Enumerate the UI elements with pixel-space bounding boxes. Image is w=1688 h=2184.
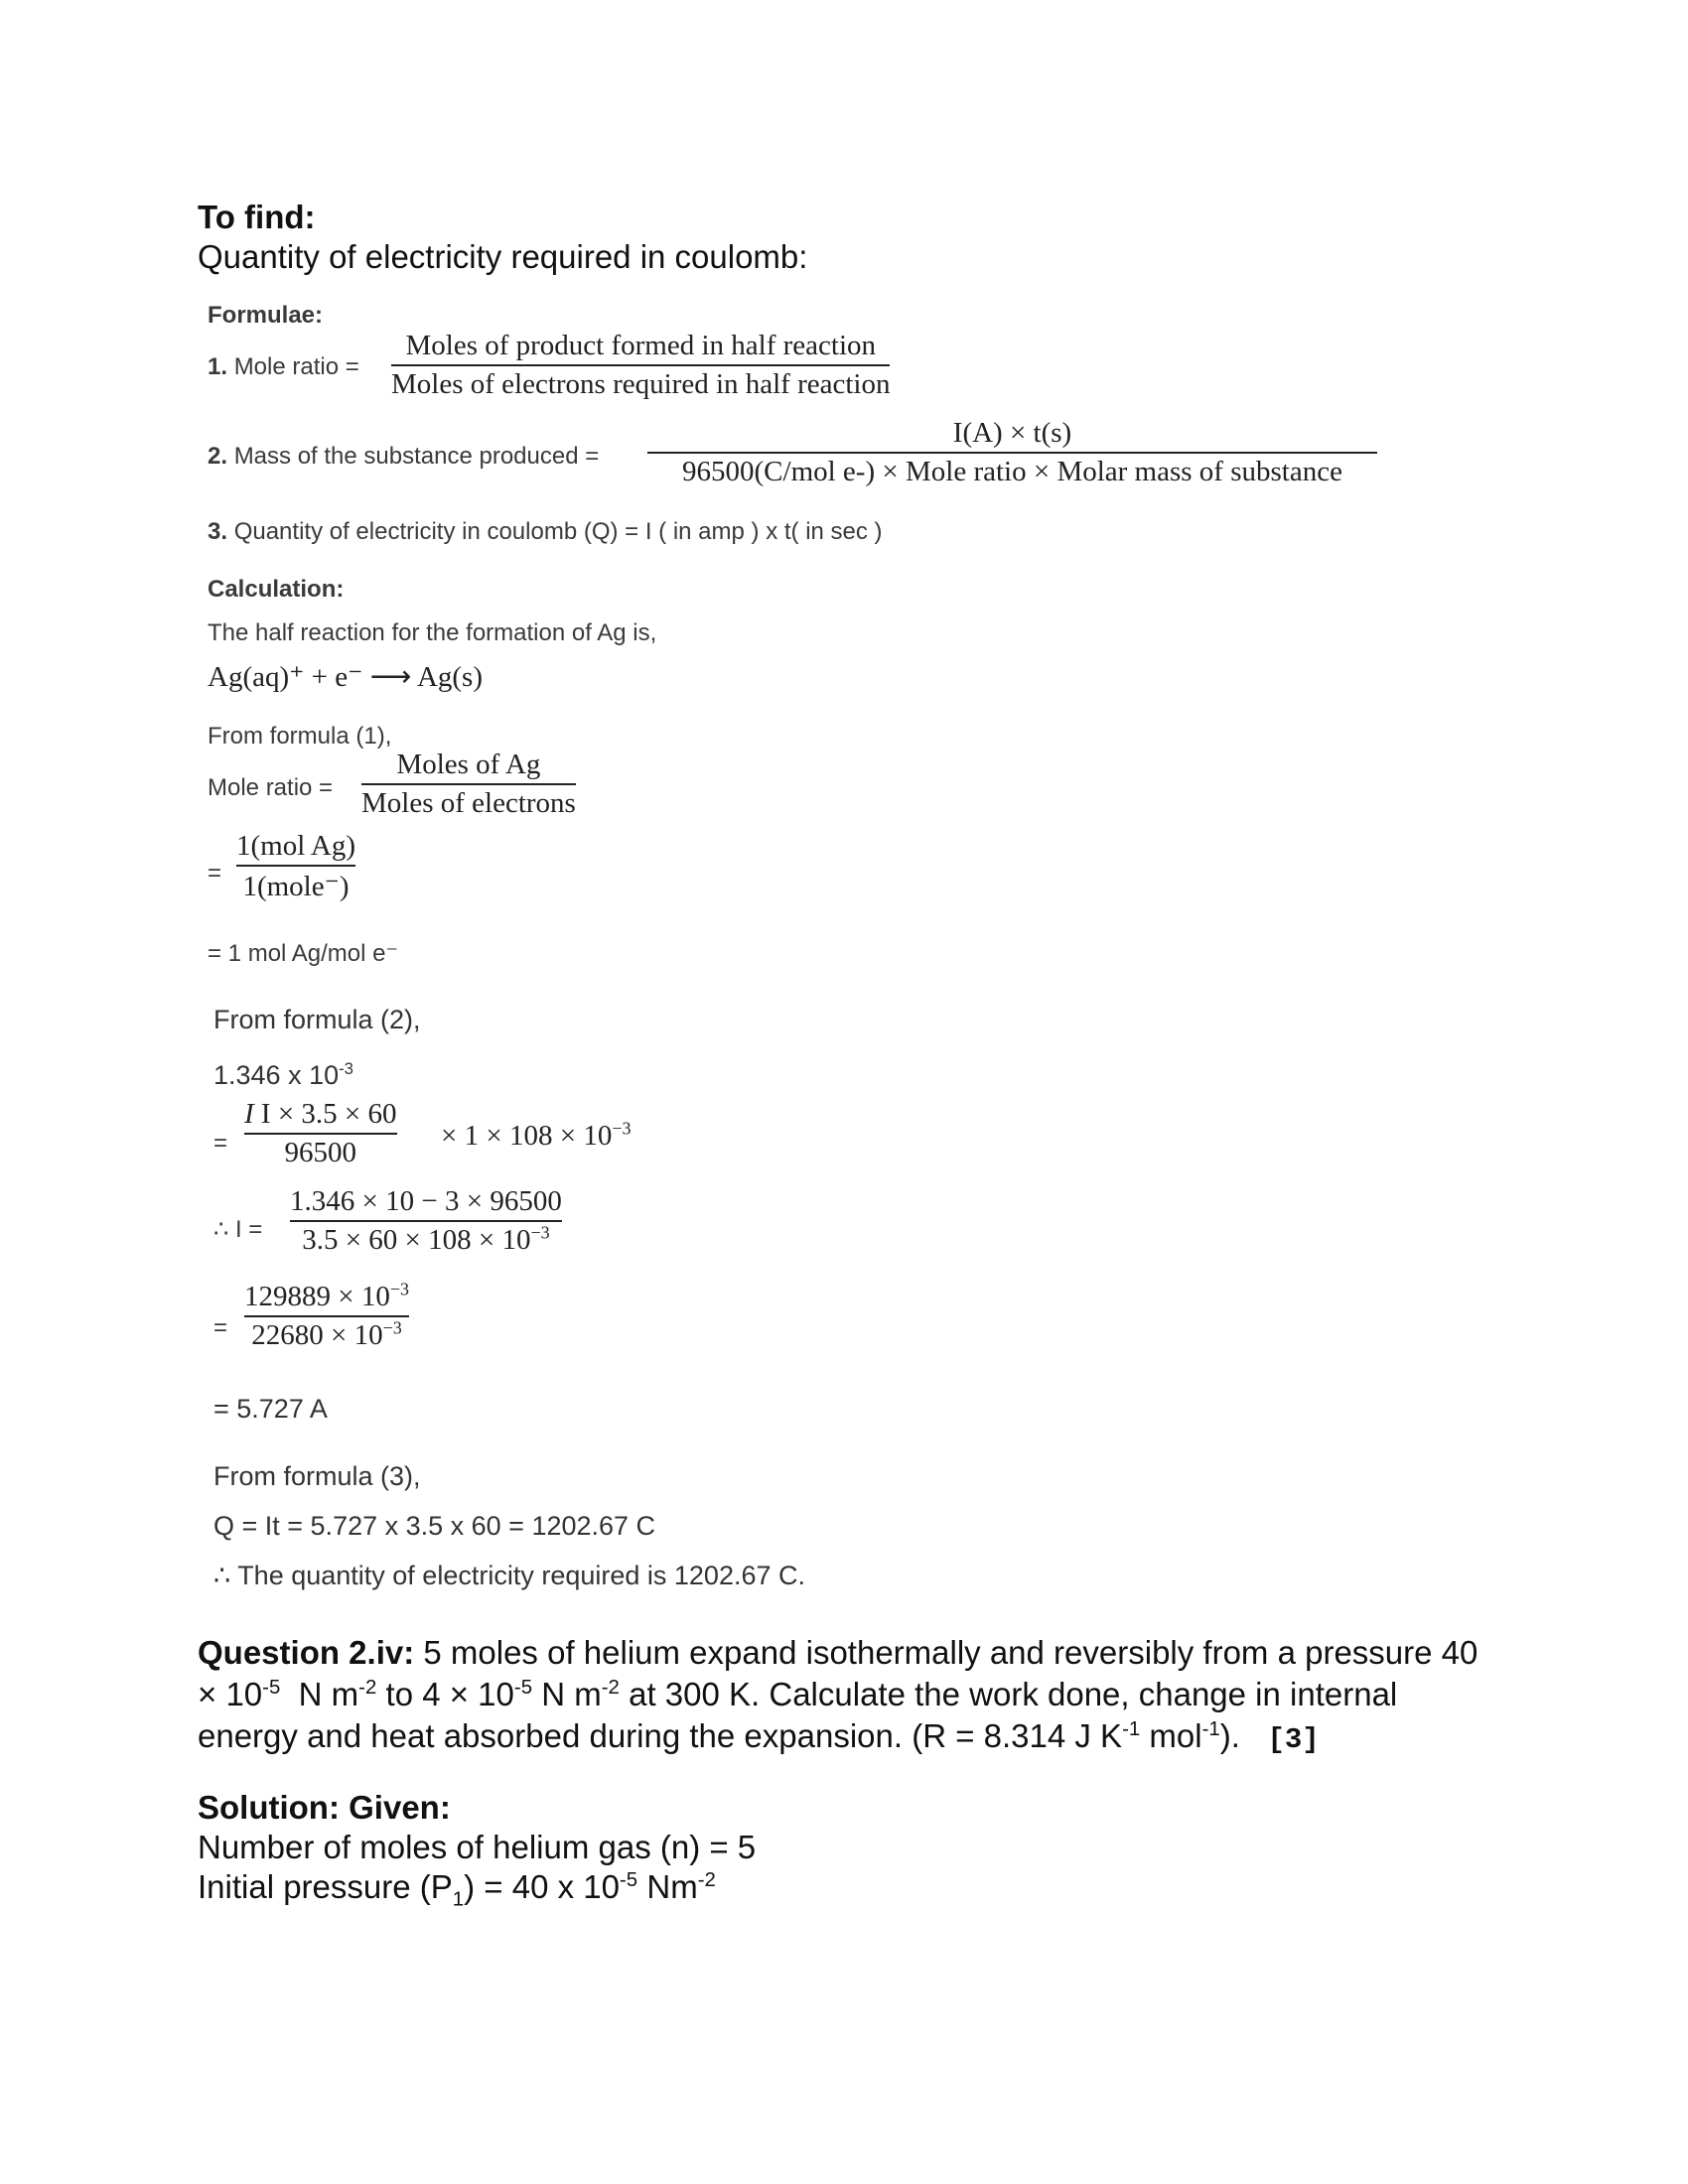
mole-ratio-fraction bbox=[361, 749, 576, 820]
question-line-3: energy and heat absorbed during the expansion. (R = 8.314 J $K^{-1}$ mol$^{-1}$). [3] bbox=[198, 1717, 1320, 1756]
from-formula-3: From formula (3), bbox=[213, 1461, 421, 1491]
initial-pressure-value: ) = 40 x 10 bbox=[464, 1868, 620, 1905]
mass-value-base: 1.346 x 10 bbox=[213, 1060, 340, 1090]
step-1-denominator: 96500 bbox=[284, 1137, 357, 1168]
question-marks: [3] bbox=[1267, 1723, 1320, 1756]
initial-pressure-prefix: Initial pressure (P bbox=[198, 1868, 453, 1905]
formula-2-numerator: I(A) × t(s) bbox=[952, 417, 1072, 449]
mole-ratio-value-denominator: 1(mole⁻) bbox=[242, 871, 350, 902]
step-2-denominator-text: 3.5 × 60 × 108 × 10 bbox=[302, 1224, 531, 1256]
step-3-fraction bbox=[244, 1281, 409, 1352]
step-2-fraction bbox=[290, 1185, 562, 1257]
formula-1-denominator: Moles of electrons required in half reaction bbox=[391, 368, 891, 400]
question-label: Question 2.iv: bbox=[198, 1634, 415, 1671]
current-result: = 5.727 A bbox=[213, 1394, 328, 1424]
formula-1-label-text: Mole ratio = bbox=[233, 353, 359, 380]
mole-ratio-numerator: Moles of Ag bbox=[396, 749, 541, 780]
step-3-numerator bbox=[244, 1281, 409, 1313]
initial-pressure-exponent: -5 bbox=[620, 1868, 638, 1891]
mole-ratio-result: = 1 mol Ag/mol e⁻ bbox=[208, 940, 399, 967]
initial-pressure-unit: Nm bbox=[637, 1868, 698, 1905]
formula-3-text: Quantity of electricity in coulomb (Q) = I ( in amp ) x t( in sec ) bbox=[233, 518, 883, 545]
formula-1-numerator: Moles of product formed in half reaction bbox=[405, 330, 876, 361]
step-1-fraction bbox=[244, 1098, 397, 1169]
formula-1-label: 1. Mole ratio = bbox=[208, 353, 359, 380]
question-text-1: 5 moles of helium expand isothermally and reversibly from a pressure 40 bbox=[414, 1634, 1478, 1671]
calculation-heading: Calculation: bbox=[208, 576, 345, 603]
from-formula-2: From formula (2), bbox=[213, 1005, 421, 1034]
solution-heading: Solution: Given: bbox=[198, 1789, 451, 1826]
mass-value bbox=[213, 1060, 353, 1091]
step-1-tail-exponent: −3 bbox=[612, 1118, 632, 1139]
step-3-numerator-text: 129889 × 10 bbox=[244, 1281, 390, 1312]
formula-2-fraction bbox=[647, 417, 1377, 488]
equals-sign-2: = bbox=[213, 1130, 228, 1157]
formula-1-fraction bbox=[391, 330, 890, 401]
formula-3: 3. Quantity of electricity in coulomb (Q) = I ( in amp ) x t( in sec ) bbox=[208, 518, 883, 545]
question-line-2: × $10^{-5}$ N $m^{-2}$ to $4 \times 10^{-5}$ N $m^{-2}$ at 300 K. Calculate the work done, change in internal bbox=[198, 1676, 1398, 1712]
question-line-1 bbox=[198, 1632, 1477, 1674]
mole-ratio-value-fraction bbox=[236, 830, 355, 903]
mole-ratio-label: Mole ratio = bbox=[208, 774, 334, 801]
initial-pressure-subscript: 1 bbox=[452, 1887, 465, 1911]
step-1-tail-text: × 1 × 108 × 10 bbox=[441, 1120, 613, 1152]
step-2-denominator bbox=[290, 1224, 562, 1257]
step-3-denominator-text: 22680 × 10 bbox=[251, 1319, 383, 1351]
half-reaction-intro: The half reaction for the formation of Ag is, bbox=[208, 619, 657, 646]
formula-2-label-text: Mass of the substance produced = bbox=[233, 443, 600, 470]
step-1-numerator-text: I × 3.5 × 60 bbox=[260, 1098, 397, 1130]
step-2-numerator: 1.346 × 10 − 3 × 96500 bbox=[290, 1185, 562, 1217]
formula-2-denominator: 96500(C/mol e-) × Mole ratio × Molar mass of substance bbox=[682, 456, 1342, 487]
to-find-heading: To find: bbox=[198, 199, 316, 235]
step-2-denominator-exponent: −3 bbox=[530, 1222, 550, 1243]
formula-2-label: 2. Mass of the substance produced = bbox=[208, 443, 600, 470]
half-reaction-equation: Ag(aq)⁺ + e⁻ ⟶ Ag(s) bbox=[208, 661, 483, 693]
step-3-numerator-exponent: −3 bbox=[389, 1279, 409, 1299]
quantity-calculation: Q = It = 5.727 x 3.5 x 60 = 1202.67 C bbox=[213, 1511, 656, 1541]
step-1-tail bbox=[441, 1120, 631, 1153]
step-3-denominator bbox=[244, 1319, 409, 1352]
mole-ratio-value-numerator: 1(mol Ag) bbox=[236, 830, 356, 862]
from-formula-1: From formula (1), bbox=[208, 723, 392, 750]
to-find-text: Quantity of electricity required in coulomb: bbox=[198, 238, 808, 275]
formulae-heading: Formulae: bbox=[208, 302, 324, 329]
equals-sign-3: = bbox=[213, 1314, 228, 1341]
step-3-denominator-exponent: −3 bbox=[382, 1317, 402, 1338]
mole-ratio-denominator: Moles of electrons bbox=[361, 787, 576, 819]
equals-sign-1: = bbox=[208, 860, 222, 887]
step-1-numerator: I I × 3.5 × 60 bbox=[244, 1098, 397, 1130]
initial-pressure-unit-exponent: -2 bbox=[697, 1868, 716, 1891]
moles-line: Number of moles of helium gas (n) = 5 bbox=[198, 1829, 757, 1865]
initial-pressure-line bbox=[198, 1866, 716, 1911]
therefore-i-label: ∴ I = bbox=[213, 1216, 263, 1243]
quantity-conclusion: ∴ The quantity of electricity required is 1202.67 C. bbox=[213, 1561, 805, 1590]
mass-value-exponent: -3 bbox=[339, 1059, 353, 1078]
